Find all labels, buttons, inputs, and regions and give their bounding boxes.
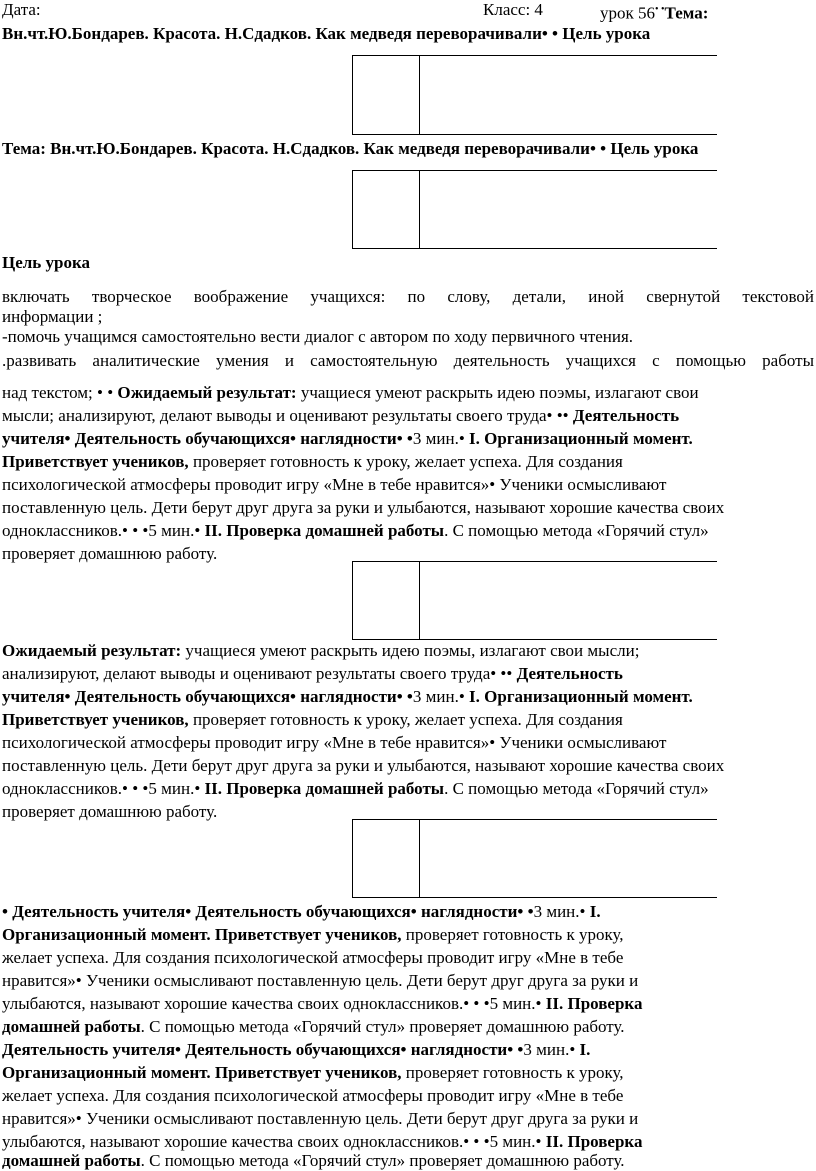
image-placeholder-4 bbox=[352, 819, 717, 898]
result-line-1: над текстом; • • Ожидаемый результат: учащиеся умеют раскрыть идею поэмы, излагают свои bbox=[2, 383, 699, 402]
activity2-line-3: желает успеха. Для создания психологической атмосферы проводит игру «Мне в тебе bbox=[2, 1086, 624, 1105]
goal-heading: Цель урока bbox=[2, 253, 91, 272]
result-line-3: учителя• Деятельность обучающихся• наглядности• •3 мин.• I. Организационный момент. bbox=[2, 429, 693, 448]
result-line-8: проверяет домашнюю работу. bbox=[2, 544, 218, 563]
result2-line-8: проверяет домашнюю работу. bbox=[2, 802, 218, 821]
lesson-label: урок 56• •Тема: bbox=[600, 3, 709, 23]
result2-line-3: учителя• Деятельность обучающихся• наглядности• •3 мин.• I. Организационный момент. bbox=[2, 687, 693, 706]
topic-line-2: Тема: Вн.чт.Ю.Бондарев. Красота. Н.Сдадков. Как медведя переворачивали• • Цель урока bbox=[2, 139, 699, 158]
result-line-2: мысли; анализируют, делают выводы и оценивают результаты своего труда• •• Деятельность bbox=[2, 406, 680, 425]
result-line-5: психологической атмосферы проводит игру «Мне в тебе нравится»• Ученики осмысливают bbox=[2, 475, 667, 494]
image-placeholder-1 bbox=[352, 55, 717, 135]
goal-line-2: информации ; bbox=[2, 307, 103, 326]
activity2-line-2: Организационный момент. Приветствует учеников, проверяет готовность к уроку, bbox=[2, 1063, 624, 1082]
activity2-line-1: Деятельность учителя• Деятельность обучающихся• наглядности• •3 мин.• I. bbox=[2, 1040, 591, 1059]
image-placeholder-2 bbox=[352, 170, 717, 249]
activity-line-6: домашней работы. С помощью метода «Горячий стул» проверяет домашнюю работу. bbox=[2, 1017, 625, 1036]
activity-line-1: • Деятельность учителя• Деятельность обучающихся• наглядности• •3 мин.• I. bbox=[2, 902, 601, 921]
result2-line-6: поставленную цель. Дети берут друг друга за руки и улыбаются, называют хорошие качества своих bbox=[2, 756, 725, 775]
result2-line-1: Ожидаемый результат: учащиеся умеют раскрыть идею поэмы, излагают свои мысли; bbox=[2, 641, 640, 660]
activity-line-4: нравится»• Ученики осмысливают поставленную цель. Дети берут друг друга за руки и bbox=[2, 971, 639, 990]
activity2-line-5: улыбаются, называют хорошие качества своих одноклассников.• • •5 мин.• II. Проверка bbox=[2, 1132, 643, 1151]
date-label: Дата: bbox=[2, 0, 41, 19]
activity-line-5: улыбаются, называют хорошие качества своих одноклассников.• • •5 мин.• II. Проверка bbox=[2, 994, 643, 1013]
activity2-line-4: нравится»• Ученики осмысливают поставленную цель. Дети берут друг друга за руки и bbox=[2, 1109, 639, 1128]
goal-line-1: включать творческое воображение учащихся: по слову, детали, иной свернутой текстовой bbox=[2, 287, 814, 306]
class-label: Класс: 4 bbox=[483, 0, 543, 19]
result2-line-2: анализируют, делают выводы и оценивают результаты своего труда• •• Деятельность bbox=[2, 664, 623, 683]
topic-line-1: Вн.чт.Ю.Бондарев. Красота. Н.Сдадков. Как медведя переворачивали• • Цель урока bbox=[2, 24, 651, 43]
activity2-line-6: домашней работы. С помощью метода «Горячий стул» проверяет домашнюю работу. bbox=[2, 1151, 625, 1170]
header-line bbox=[2, 0, 814, 23]
result2-line-5: психологической атмосферы проводит игру «Мне в тебе нравится»• Ученики осмысливают bbox=[2, 733, 667, 752]
result2-line-4: Приветствует учеников, проверяет готовность к уроку, желает успеха. Для создания bbox=[2, 710, 623, 729]
result2-line-7: одноклассников.• • •5 мин.• II. Проверка домашней работы. С помощью метода «Горячий стул» bbox=[2, 779, 709, 798]
activity-line-2: Организационный момент. Приветствует учеников, проверяет готовность к уроку, bbox=[2, 925, 624, 944]
goal-line-3: -помочь учащимся самостоятельно вести диалог с автором по ходу первичного чтения. bbox=[2, 327, 634, 346]
result-line-7: одноклассников.• • •5 мин.• II. Проверка домашней работы. С помощью метода «Горячий стул» bbox=[2, 521, 709, 540]
result-line-6: поставленную цель. Дети берут друг друга за руки и улыбаются, называют хорошие качества своих bbox=[2, 498, 725, 517]
result-line-4: Приветствует учеников, проверяет готовность к уроку, желает успеха. Для создания bbox=[2, 452, 623, 471]
goal-line-4: .развивать аналитические умения и самостоятельную деятельность учащихся с помощью работы bbox=[2, 351, 814, 370]
image-placeholder-3 bbox=[352, 561, 717, 640]
activity-line-3: желает успеха. Для создания психологической атмосферы проводит игру «Мне в тебе bbox=[2, 948, 624, 967]
